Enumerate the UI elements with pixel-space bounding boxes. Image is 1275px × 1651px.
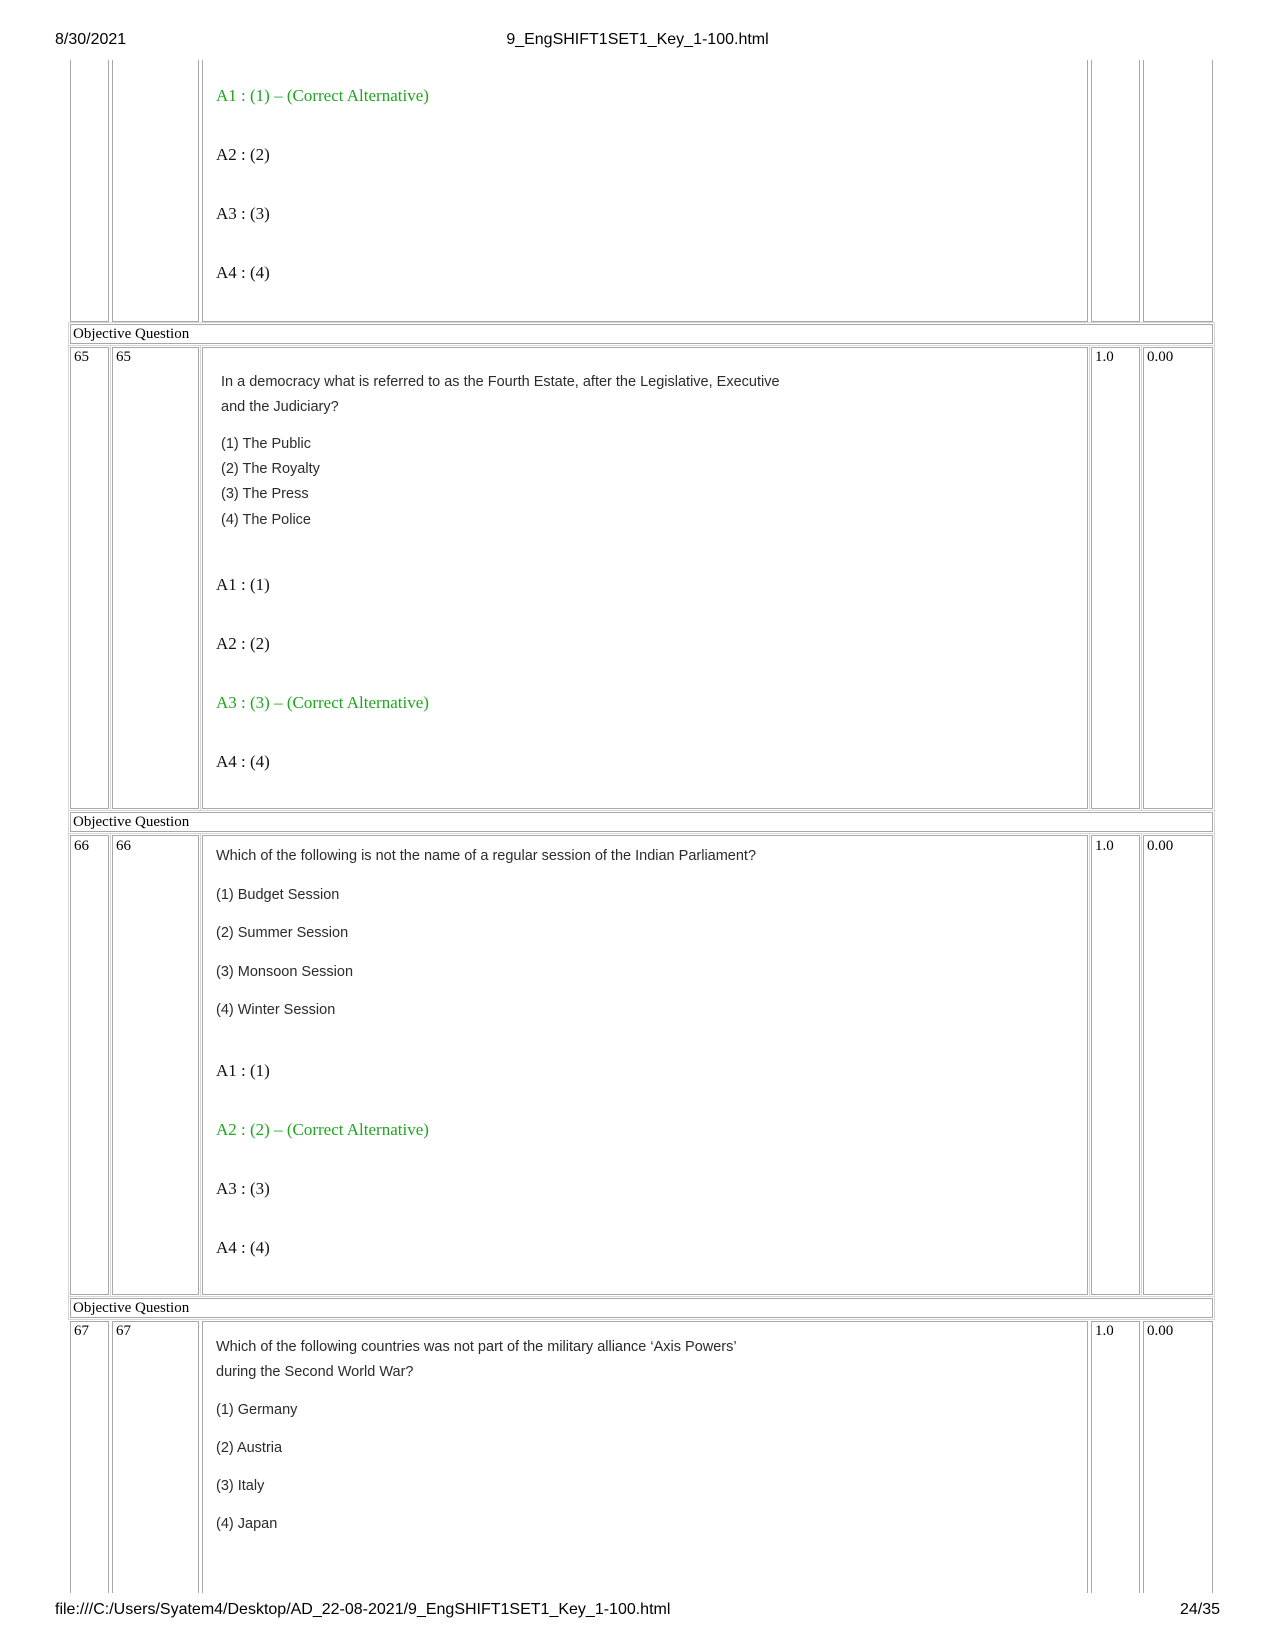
- page-number: 24/35: [1179, 1601, 1220, 1618]
- negative-marks-value: 0.00: [1147, 349, 1174, 365]
- marks-cell: [1091, 835, 1140, 1295]
- negative-cell: [1143, 835, 1213, 1295]
- question-text-line: Which of the following countries was not part of the military alliance ‘Axis Powers’: [216, 1339, 737, 1355]
- question-option: (4) Japan: [216, 1516, 278, 1532]
- answer-option: A3 : (3): [216, 204, 270, 223]
- section-label-cell: [70, 812, 1213, 832]
- marks-value: 1.0: [1095, 838, 1114, 854]
- marks-cell: [1091, 1321, 1140, 1593]
- sno-cell: [70, 60, 109, 322]
- sno-cell: [70, 347, 109, 809]
- negative-cell: [1143, 1321, 1213, 1593]
- print-date: 8/30/2021: [55, 31, 127, 48]
- question-option: (4) The Police: [221, 512, 311, 528]
- serial-number: 67: [74, 1323, 89, 1339]
- question-option: (3) Italy: [216, 1478, 265, 1494]
- sno-cell: [70, 835, 109, 1295]
- marks-cell: [1091, 60, 1140, 322]
- section-label: Objective Question: [73, 814, 190, 830]
- question-id: 66: [116, 838, 131, 854]
- question-option: (4) Winter Session: [216, 1002, 336, 1018]
- answer-option-correct: A1 : (1) – (Correct Alternative): [216, 86, 429, 105]
- question-text-line: In a democracy what is referred to as the Fourth Estate, after the Legislative, Executive: [221, 374, 780, 390]
- question-text-line: Which of the following is not the name of a regular session of the Indian Parliament?: [216, 848, 757, 864]
- answer-option: A4 : (4): [216, 752, 270, 771]
- answer-option-correct: A2 : (2) – (Correct Alternative): [216, 1120, 429, 1139]
- qid-cell: [112, 347, 199, 809]
- question-option: (2) Summer Session: [216, 925, 349, 941]
- marks-cell: [1091, 347, 1140, 809]
- question-text-line: and the Judiciary?: [221, 399, 339, 415]
- question-text-line: during the Second World War?: [216, 1364, 414, 1380]
- answer-option: A3 : (3): [216, 1179, 270, 1198]
- sno-cell: [70, 1321, 109, 1593]
- negative-cell: [1143, 347, 1213, 809]
- answer-option: A4 : (4): [216, 263, 270, 282]
- question-option: (1) Germany: [216, 1402, 298, 1418]
- answer-option: A1 : (1): [216, 575, 270, 594]
- question-cell: [202, 1321, 1088, 1593]
- qid-cell: [112, 835, 199, 1295]
- section-label: Objective Question: [73, 326, 190, 342]
- question-cell: [202, 835, 1088, 1295]
- answer-option: A2 : (2): [216, 634, 270, 653]
- qid-cell: [112, 1321, 199, 1593]
- question-id: 65: [116, 349, 131, 365]
- section-label-cell: [70, 1298, 1213, 1318]
- question-option: (3) Monsoon Session: [216, 964, 354, 980]
- qid-cell: [112, 60, 199, 322]
- question-option: (2) Austria: [216, 1440, 283, 1456]
- section-label-cell: [70, 324, 1213, 344]
- answer-option-correct: A3 : (3) – (Correct Alternative): [216, 693, 429, 712]
- serial-number: 65: [74, 349, 89, 365]
- answer-option: A2 : (2): [216, 145, 270, 164]
- question-option: (3) The Press: [221, 486, 309, 502]
- print-title: 9_EngSHIFT1SET1_Key_1-100.html: [506, 31, 769, 48]
- section-label: Objective Question: [73, 1300, 190, 1316]
- question-cell: [202, 347, 1088, 809]
- question-option: (1) Budget Session: [216, 887, 340, 903]
- answer-option: A1 : (1): [216, 1061, 270, 1080]
- negative-marks-value: 0.00: [1147, 1323, 1174, 1339]
- question-option: (1) The Public: [221, 436, 311, 452]
- marks-value: 1.0: [1095, 1323, 1114, 1339]
- marks-value: 1.0: [1095, 349, 1114, 365]
- question-id: 67: [116, 1323, 131, 1339]
- print-file-path: file:///C:/Users/Syatem4/Desktop/AD_22-08-2021/9_EngSHIFT1SET1_Key_1-100.html: [55, 1601, 671, 1618]
- question-option: (2) The Royalty: [221, 461, 320, 477]
- answer-option: A4 : (4): [216, 1238, 270, 1257]
- negative-cell: [1143, 60, 1213, 322]
- serial-number: 66: [74, 838, 89, 854]
- negative-marks-value: 0.00: [1147, 838, 1174, 854]
